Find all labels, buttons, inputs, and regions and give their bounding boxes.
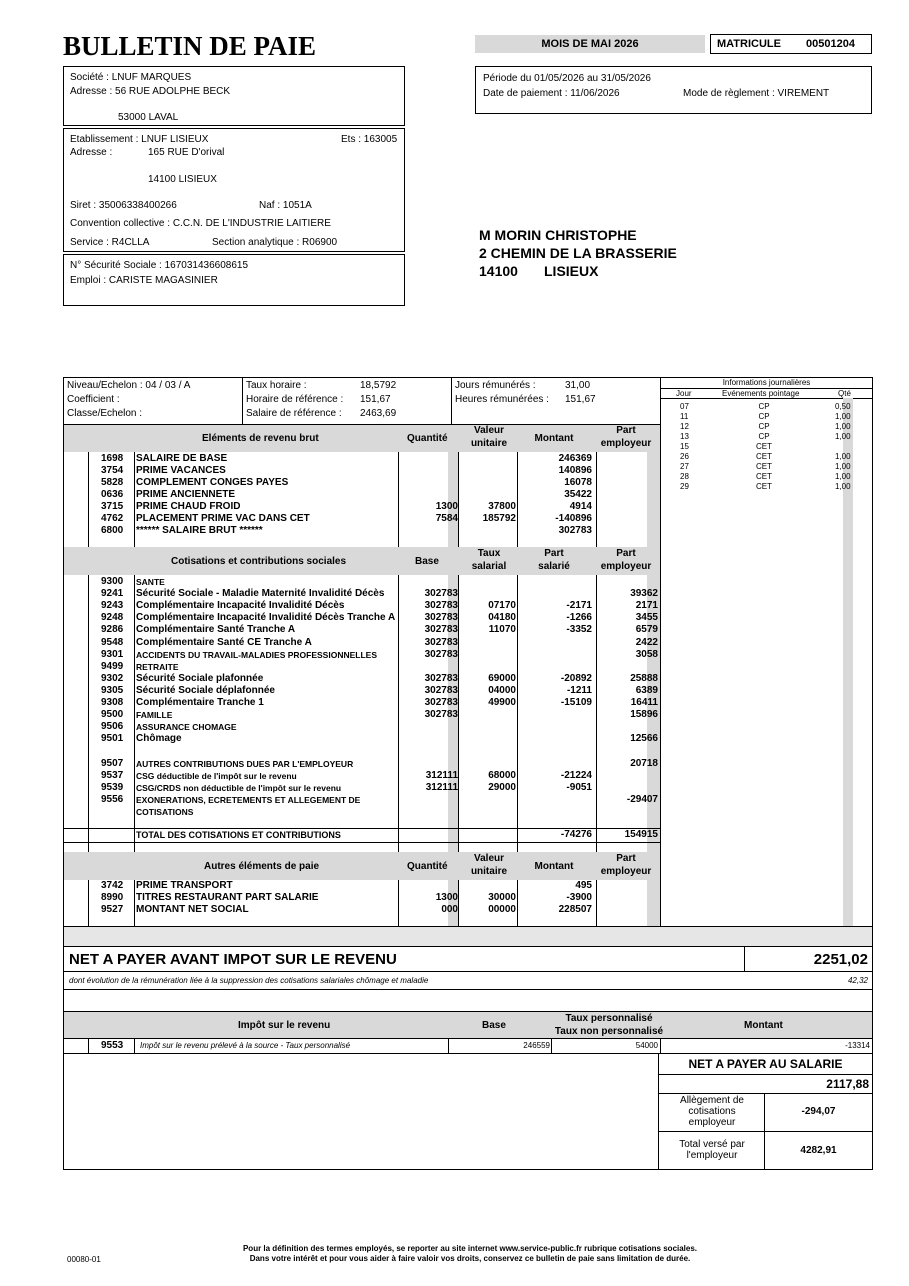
- cotis-row: [0, 745, 660, 757]
- cotis-row: [0, 733, 660, 745]
- brut-amount: 246369: [558, 453, 592, 464]
- cotis-header-label: Cotisations et contributions sociales: [171, 556, 347, 567]
- brut-code: 6800: [101, 525, 124, 536]
- establishment-box: [63, 128, 405, 252]
- cotis-employer-part: 6389: [635, 684, 658, 696]
- cotis-label: Complémentaire Incapacité Invalidité Décès: [136, 600, 345, 612]
- cotis-code: 9501: [101, 733, 124, 745]
- autres-qty: 1300: [435, 892, 458, 903]
- establishment-city: 14100 LISIEUX: [148, 174, 217, 185]
- net-salarie-label: NET A PAYER AU SALARIE: [688, 1057, 843, 1071]
- cotis-employee-part: -15109: [560, 697, 592, 708]
- autres-header-part1: Part: [616, 853, 636, 864]
- cotis-label: Complémentaire Tranche 1: [136, 697, 264, 708]
- payslip-title: BULLETIN DE PAIE: [63, 31, 317, 61]
- cotis-label: Sécurité Sociale - Maladie Maternité Invalidité Décès: [136, 588, 385, 600]
- brut-label: PRIME ANCIENNETE: [136, 489, 236, 500]
- brut-row: [0, 513, 660, 525]
- autres-header-qty: Quantité: [407, 861, 448, 872]
- brut-label: SALAIRE DE BASE: [136, 453, 228, 464]
- matricule-label: MATRICULE: [717, 38, 781, 50]
- brut-amount: 16078: [564, 477, 592, 488]
- impot-header-base: Base: [482, 1020, 506, 1031]
- autres-label: PRIME TRANSPORT: [136, 880, 233, 891]
- cotis-base: 312111: [425, 769, 458, 781]
- salaire-ref-value: 2463,69: [360, 408, 397, 419]
- company-city: 53000 LAVAL: [118, 112, 179, 123]
- section-analytique: Section analytique : R06900: [212, 237, 338, 248]
- brut-label: COMPLEMENT CONGES PAYES: [136, 477, 289, 488]
- cotis-employer-part: 39362: [630, 588, 658, 600]
- brut-amount: -140896: [555, 513, 592, 524]
- cotis-row: [0, 649, 660, 661]
- brut-header-montant: Montant: [534, 433, 574, 444]
- cotis-base: 302783: [424, 600, 458, 612]
- brut-unit: 37800: [488, 501, 516, 512]
- journal-event: CET: [756, 462, 772, 471]
- cotis-code: 9301: [101, 648, 124, 660]
- cotis-code: 9308: [101, 697, 124, 708]
- niveau-echelon: Niveau/Echelon : 04 / 03 / A: [67, 380, 191, 391]
- cotis-employer-part: 6579: [635, 624, 658, 636]
- journal-day: 26: [680, 452, 689, 461]
- journal-col-qte: Qté: [838, 389, 851, 398]
- cotis-base: 302783: [424, 636, 458, 648]
- cotis-base: 302783: [424, 588, 458, 600]
- journal-qty: 1,00: [835, 482, 851, 491]
- cotis-rate: 49900: [488, 697, 516, 708]
- autres-unit: 00000: [488, 904, 516, 915]
- autres-row: [0, 880, 660, 892]
- cotis-label: RETRAITE: [136, 661, 179, 672]
- cotis-row: [0, 637, 660, 649]
- net-salarie-value: 2117,88: [826, 1077, 869, 1091]
- allegement-value: -294,07: [801, 1106, 836, 1117]
- cotis-employee-part: -20892: [560, 672, 592, 684]
- horaire-ref-label: Horaire de référence :: [246, 394, 344, 405]
- autres-code: 9527: [101, 904, 124, 915]
- cotis-row: [0, 709, 660, 721]
- cotis-employee-part: -1266: [566, 612, 592, 624]
- cotis-row: [0, 782, 660, 794]
- heures-label: Heures rémunérées :: [455, 394, 549, 405]
- establishment-address-label: Adresse :: [70, 147, 113, 158]
- cotis-row: [0, 600, 660, 612]
- journal-qty: 1,00: [835, 412, 851, 421]
- cotis-base: 302783: [424, 684, 458, 696]
- autres-label: MONTANT NET SOCIAL: [136, 904, 249, 915]
- cotis-employer-part: 12566: [630, 733, 658, 745]
- month-banner: [475, 35, 705, 53]
- cotis-employer-part: 2422: [635, 636, 658, 648]
- cotis-header-partemp2: employeur: [600, 561, 652, 572]
- cotis-employer-part: 15896: [630, 709, 658, 721]
- period-dates: Période du 01/05/2026 au 31/05/2026: [483, 73, 651, 84]
- journal-qty: 1,00: [835, 472, 851, 481]
- impot-header-taux2: Taux non personnalisé: [554, 1026, 664, 1037]
- impot-header-label: Impôt sur le revenu: [238, 1020, 331, 1031]
- cotis-header-taux2: salarial: [471, 561, 507, 572]
- employee-street: 2 CHEMIN DE LA BRASSERIE: [479, 245, 677, 261]
- employee-zip: 14100: [479, 263, 518, 279]
- cotis-label: COTISATIONS: [136, 806, 194, 817]
- journal-event: CET: [756, 452, 772, 461]
- cotis-row: [0, 685, 660, 697]
- payment-mode: Mode de règlement : VIREMENT: [683, 88, 830, 99]
- brut-header: [64, 425, 660, 452]
- impot-header: [64, 1012, 872, 1038]
- cotis-code: 9302: [101, 672, 124, 684]
- company-address: Adresse : 56 RUE ADOLPHE BECK: [70, 86, 231, 97]
- autres-qty: 000: [441, 904, 458, 915]
- employee-city: LISIEUX: [544, 263, 599, 279]
- cotis-label: SANTE: [136, 577, 165, 587]
- brut-amount: 35422: [564, 489, 592, 500]
- siret: Siret : 35006338400266: [70, 200, 177, 211]
- autres-amount: 495: [575, 880, 592, 891]
- impot-base: 246559: [523, 1041, 550, 1050]
- cotis-base: 302783: [424, 612, 458, 624]
- journal-day: 28: [680, 472, 689, 481]
- journal-event: CET: [756, 482, 772, 491]
- cotis-row: [0, 721, 660, 733]
- net-note-value: 42,32: [847, 976, 868, 985]
- cotis-label: AUTRES CONTRIBUTIONS DUES PAR L'EMPLOYEUR: [136, 758, 354, 769]
- taux-horaire-label: Taux horaire :: [246, 380, 307, 391]
- cotis-header-taux1: Taux: [477, 548, 501, 559]
- cotis-code: 9506: [101, 721, 124, 733]
- cotis-code: 9243: [101, 600, 124, 612]
- footer-code: 00080-01: [67, 1255, 101, 1264]
- net-note: dont évolution de la rémunération liée à la suppression des cotisations salariales chômage et maladie: [69, 976, 429, 985]
- cotis-code: 9500: [101, 709, 124, 721]
- taux-horaire-value: 18,5792: [360, 380, 397, 391]
- convention: Convention collective : C.C.N. DE L'INDUSTRIE LAITIERE: [70, 218, 331, 229]
- company-name: Société : LNUF MARQUES: [70, 72, 192, 83]
- cotis-total-sal: -74276: [560, 829, 592, 840]
- brut-label: PRIME VACANCES: [136, 465, 226, 476]
- brut-qty: 7584: [435, 513, 458, 524]
- autres-label: TITRES RESTAURANT PART SALARIE: [136, 892, 319, 903]
- cotis-label: Complémentaire Santé CE Tranche A: [136, 636, 312, 648]
- cotis-header-partsal2: salarié: [538, 561, 570, 572]
- cotis-label: CSG déductible de l'impôt sur le revenu: [136, 770, 297, 781]
- cotis-row: [0, 576, 660, 588]
- cotis-header-partemp1: Part: [616, 548, 636, 559]
- brut-row: [0, 477, 660, 489]
- journal-day: 07: [680, 402, 689, 411]
- cotis-label: Sécurité Sociale plafonnée: [136, 672, 264, 684]
- cotis-label: Chômage: [136, 733, 182, 745]
- brut-amount: 140896: [558, 465, 592, 476]
- brut-header-val2: unitaire: [470, 438, 508, 449]
- cotis-code: 9499: [101, 660, 124, 672]
- cotis-employer-part: 25888: [630, 672, 658, 684]
- salaire-ref-label: Salaire de référence :: [246, 408, 342, 419]
- autres-header-val2: unitaire: [470, 866, 508, 877]
- horaire-ref-value: 151,67: [360, 394, 391, 405]
- cotis-row: [0, 806, 660, 818]
- cotis-code: 9548: [101, 636, 124, 648]
- brut-header-qty: Quantité: [407, 433, 448, 444]
- total-verse-label: Total versé par l'employeur: [679, 1139, 745, 1161]
- brut-code: 3754: [101, 465, 124, 476]
- cotis-code: 9305: [101, 684, 124, 696]
- cotis-code: 9537: [101, 769, 124, 781]
- service: Service : R4CLLA: [70, 237, 150, 248]
- brut-code: 5828: [101, 477, 124, 488]
- cotis-rate: 04000: [488, 684, 516, 696]
- autres-header-montant: Montant: [534, 861, 574, 872]
- payment-date: Date de paiement : 11/06/2026: [483, 88, 620, 99]
- autres-amount: -3900: [566, 892, 592, 903]
- net-avant-impot-label: NET A PAYER AVANT IMPOT SUR LE REVENU: [69, 951, 397, 968]
- autres-unit: 30000: [488, 892, 516, 903]
- cotis-label: CSG/CRDS non déductible de l'impôt sur le revenu: [136, 782, 342, 793]
- brut-code: 1698: [101, 453, 124, 464]
- brut-code: 3715: [101, 501, 124, 512]
- journal-qty: 1,00: [835, 422, 851, 431]
- cotis-base: 312111: [425, 781, 458, 793]
- journal-event: CP: [758, 432, 770, 441]
- cotis-employer-part: 3455: [635, 612, 658, 624]
- cotis-rate: 04180: [488, 612, 516, 624]
- cotis-code: 9286: [101, 624, 124, 636]
- journal-day: 11: [680, 412, 689, 421]
- cotis-rate: 29000: [488, 781, 516, 793]
- month-label: MOIS DE MAI 2026: [541, 38, 639, 50]
- cotis-code: 9300: [101, 576, 124, 587]
- cotis-base: 302783: [424, 709, 458, 721]
- brut-qty: 1300: [435, 501, 458, 512]
- autres-code: 8990: [101, 892, 124, 903]
- brut-amount: 302783: [558, 525, 592, 536]
- autres-header-val1: Valeur: [473, 853, 505, 864]
- company-box: [63, 66, 405, 126]
- brut-label: ****** SALAIRE BRUT ******: [136, 525, 263, 536]
- footer-line2: Dans votre intérêt et pour vous aider à faire valoir vos droits, conservez ce bulletin de paie sans limitation de durée.: [249, 1254, 691, 1263]
- cotis-employer-part: 2171: [635, 600, 658, 612]
- cotis-label: Complémentaire Incapacité Invalidité Décès Tranche A: [136, 612, 396, 624]
- brut-row: [0, 489, 660, 501]
- cotis-employer-part: 20718: [630, 757, 658, 769]
- cotis-label: ASSURANCE CHOMAGE: [136, 722, 237, 733]
- employee-box: [63, 254, 405, 306]
- brut-code: 0636: [101, 489, 124, 500]
- impot-header-montant: Montant: [744, 1020, 783, 1031]
- cotis-employee-part: -1211: [566, 684, 592, 696]
- autres-header-label: Autres éléments de paie: [204, 861, 320, 872]
- total-verse-value: 4282,91: [800, 1145, 837, 1156]
- journal-day: 29: [680, 482, 689, 491]
- cotis-row: [0, 612, 660, 624]
- cotis-label: ACCIDENTS DU TRAVAIL-MALADIES PROFESSIONNELLES: [136, 649, 377, 660]
- cotis-total-emp: 154915: [624, 829, 658, 840]
- cotis-employer-part: 16411: [630, 697, 658, 708]
- cotis-base: 302783: [424, 624, 458, 636]
- cotis-row: [0, 794, 660, 806]
- cotis-code: 9241: [101, 588, 124, 600]
- cotis-rate: 69000: [488, 672, 516, 684]
- journal-day: 12: [680, 422, 689, 431]
- journal-title: Informations journalières: [722, 378, 811, 387]
- cotis-row: [0, 661, 660, 673]
- cotis-employer-part: 3058: [635, 648, 658, 660]
- cotis-base: 302783: [424, 672, 458, 684]
- jours-value: 31,00: [565, 380, 591, 391]
- cotis-total-label: TOTAL DES COTISATIONS ET CONTRIBUTIONS: [136, 830, 341, 840]
- cotis-rate: 68000: [488, 769, 516, 781]
- journal-event: CP: [758, 402, 770, 411]
- cotis-code: 9248: [101, 612, 124, 624]
- coefficient: Coefficient :: [67, 394, 120, 405]
- journal-col-jour: Jour: [676, 389, 692, 398]
- cotis-label: Sécurité Sociale déplafonnée: [136, 684, 275, 696]
- cotis-employee-part: -2171: [566, 600, 592, 612]
- cotis-header: [64, 547, 660, 575]
- cotis-rate: 11070: [488, 624, 516, 636]
- cotis-row: [0, 624, 660, 636]
- cotis-employee-part: -21224: [560, 769, 592, 781]
- matricule-box: [710, 34, 872, 54]
- brut-label: PLACEMENT PRIME VAC DANS CET: [136, 513, 310, 524]
- journal-col-event: Evénements pointage: [722, 389, 800, 398]
- brut-row: [0, 501, 660, 513]
- impot-code: 9553: [101, 1040, 124, 1051]
- social-security-number: N° Sécurité Sociale : 167031436608615: [70, 260, 249, 271]
- cotis-code: 9556: [101, 793, 124, 805]
- brut-header-label: Eléments de revenu brut: [202, 433, 319, 444]
- cotis-code: 9507: [101, 757, 124, 769]
- cotis-row: [0, 770, 660, 782]
- impot-montant: -13314: [845, 1041, 870, 1050]
- autres-amount: 228507: [558, 904, 592, 915]
- autres-header-part2: employeur: [600, 866, 652, 877]
- employee-job: Emploi : CARISTE MAGASINIER: [70, 275, 218, 286]
- journal-qty: 0,50: [835, 402, 851, 411]
- matricule-value: 00501204: [806, 38, 855, 50]
- cotis-row: [0, 758, 660, 770]
- cotis-base: 302783: [424, 697, 458, 708]
- establishment-address: 165 RUE D'orival: [148, 147, 225, 158]
- cotis-header-base: Base: [415, 556, 439, 567]
- establishment-ets: Ets : 163005: [341, 134, 398, 145]
- cotis-employee-part: -9051: [566, 781, 592, 793]
- brut-row: [0, 465, 660, 477]
- establishment-name: Etablissement : LNUF LISIEUX: [70, 134, 209, 145]
- journal-event: CP: [758, 412, 770, 421]
- net-avant-impot-value: 2251,02: [813, 951, 868, 968]
- brut-header-val1: Valeur: [473, 425, 505, 436]
- autres-code: 3742: [101, 880, 124, 891]
- employee-name: M MORIN CHRISTOPHE: [479, 227, 637, 243]
- cotis-row: [0, 588, 660, 600]
- brut-unit: 185792: [482, 513, 516, 524]
- cotis-label: Complémentaire Santé Tranche A: [136, 624, 296, 636]
- impot-taux: 54000: [635, 1041, 658, 1050]
- journal-day: 15: [680, 442, 689, 451]
- brut-row: [0, 453, 660, 465]
- cotis-label: FAMILLE: [136, 710, 173, 721]
- journal-qty: 1,00: [835, 432, 851, 441]
- brut-code: 4762: [101, 513, 124, 524]
- cotis-rate: 07170: [488, 600, 516, 612]
- impot-header-taux1: Taux personnalisé: [565, 1013, 653, 1024]
- journal-day: 13: [680, 432, 689, 441]
- brut-label: PRIME CHAUD FROID: [136, 501, 241, 512]
- autres-row: [0, 904, 660, 916]
- jours-label: Jours rémunérés :: [455, 380, 536, 391]
- journal-event: CET: [756, 472, 772, 481]
- journal-qty: 1,00: [835, 452, 851, 461]
- naf: Naf : 1051A: [259, 200, 312, 211]
- cotis-row: [0, 673, 660, 685]
- autres-row: [0, 892, 660, 904]
- brut-header-part2: employeur: [600, 438, 652, 449]
- allegement-label: Allègement de cotisations employeur: [680, 1095, 744, 1128]
- brut-header-part1: Part: [616, 425, 636, 436]
- cotis-employee-part: -3352: [566, 624, 592, 636]
- autres-header: [64, 852, 660, 880]
- impot-label: Impôt sur le revenu prélevé à la source - Taux personnalisé: [140, 1041, 351, 1050]
- footer-line1: Pour la définition des termes employés, se reporter au site internet www.service-public.fr rubrique cotisations sociales.: [242, 1244, 698, 1253]
- journal-event: CET: [756, 442, 772, 451]
- brut-row: [0, 525, 660, 537]
- cotis-employer-part: -29407: [626, 793, 658, 805]
- period-box: [475, 66, 872, 114]
- classe-echelon: Classe/Echelon :: [67, 408, 143, 419]
- heures-value: 151,67: [565, 394, 596, 405]
- cotis-header-partsal1: Part: [544, 548, 564, 559]
- journal-day: 27: [680, 462, 689, 471]
- cotis-row: [0, 697, 660, 709]
- cotis-label: EXONERATIONS, ECRETEMENTS ET ALLEGEMENT DE: [136, 794, 361, 805]
- journal-qty: 1,00: [835, 462, 851, 471]
- journal-event: CP: [758, 422, 770, 431]
- brut-amount: 4914: [569, 501, 592, 512]
- cotis-code: 9539: [101, 781, 124, 793]
- cotis-base: 302783: [424, 648, 458, 660]
